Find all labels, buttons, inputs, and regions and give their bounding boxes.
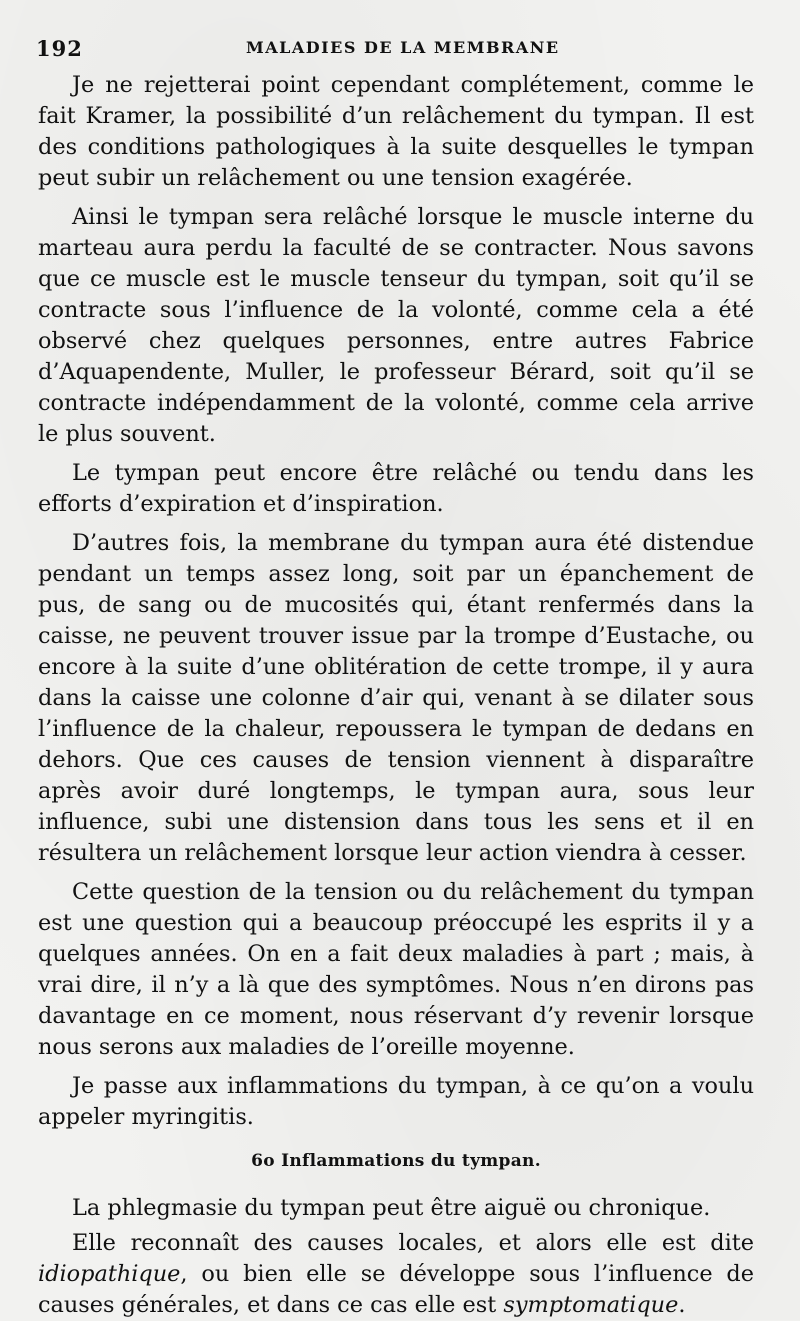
page-body [38, 70, 754, 1321]
paragraph-8 [38, 1228, 754, 1321]
page-number: 192 [36, 36, 83, 61]
paragraph-3: Le tympan peut encore être relâché ou tendu dans les efforts d’expiration et d’inspiration. [38, 460, 754, 517]
paragraph-4: D’autres fois, la membrane du tympan aura été distendue pendant un temps assez long, soit par un épanchement de pus, de sang ou de mucosités qui, étant renfermés dans la caisse, ne peuvent trouver issue par la trompe d’Eustache, ou encore à la suite d’une oblitération de cette trompe, il y aura dans la caisse une colonne d’air qui, venant à se dilater sous l’influence de la chaleur, repoussera le tympan de dedans en dehors. Que ces causes de tension viennent à disparaître après avoir duré longtemps, le tympan aura, sous leur influence, subi une distension dans tous les sens et il en résultera un relâchement lorsque leur action viendra à cesser. [38, 530, 754, 866]
term-idiopathique: idiopathique [38, 1261, 181, 1287]
paragraph-7: La phlegmasie du tympan peut être aiguë ou chronique. [72, 1195, 711, 1221]
paragraph-6: Je passe aux inflammations du tympan, à ce qu’on a voulu appeler myringitis. [38, 1073, 754, 1130]
running-head: MALADIES DE LA MEMBRANE [246, 38, 560, 57]
paragraph-8-text-c: . [678, 1292, 686, 1318]
paragraph-8-text-b: , ou bien elle se développe sous l’influence de causes générales, et dans ce cas elle est [38, 1261, 754, 1318]
section-title: 6o Inflammations du tympan. [251, 1151, 541, 1171]
paragraph-8-text-a: Elle reconnaît des causes locales, et alors elle est dite [72, 1230, 754, 1256]
paragraph-1: Je ne rejetterai point cependant complétement, comme le fait Kramer, la possibilité d’un relâchement du tympan. Il est des conditions pathologiques à la suite desquelles le tympan peut subir un relâchement ou une tension exagérée. [38, 72, 754, 191]
paragraph-5: Cette question de la tension ou du relâchement du tympan est une question qui a beaucoup préoccupé les esprits il y a quelques années. On en a fait deux maladies à part ; mais, à vrai dire, il n’y a là que des symptômes. Nous n’en dirons pas davantage en ce moment, nous réservant d’y revenir lorsque nous serons aux maladies de l’oreille moyenne. [38, 879, 754, 1060]
paragraph-2: Ainsi le tympan sera relâché lorsque le muscle interne du marteau aura perdu la faculté de se contracter. Nous savons que ce muscle est le muscle tenseur du tympan, soit qu’il se contracte sous l’influence de la volonté, comme cela a été observé chez quelques personnes, entre autres Fabrice d’Aquapendente, Muller, le professeur Bérard, soit qu’il se contracte indépendamment de la volonté, comme cela arrive le plus souvent. [38, 204, 754, 447]
page-header [36, 36, 756, 64]
term-symptomatique: symptomatique [503, 1292, 679, 1318]
